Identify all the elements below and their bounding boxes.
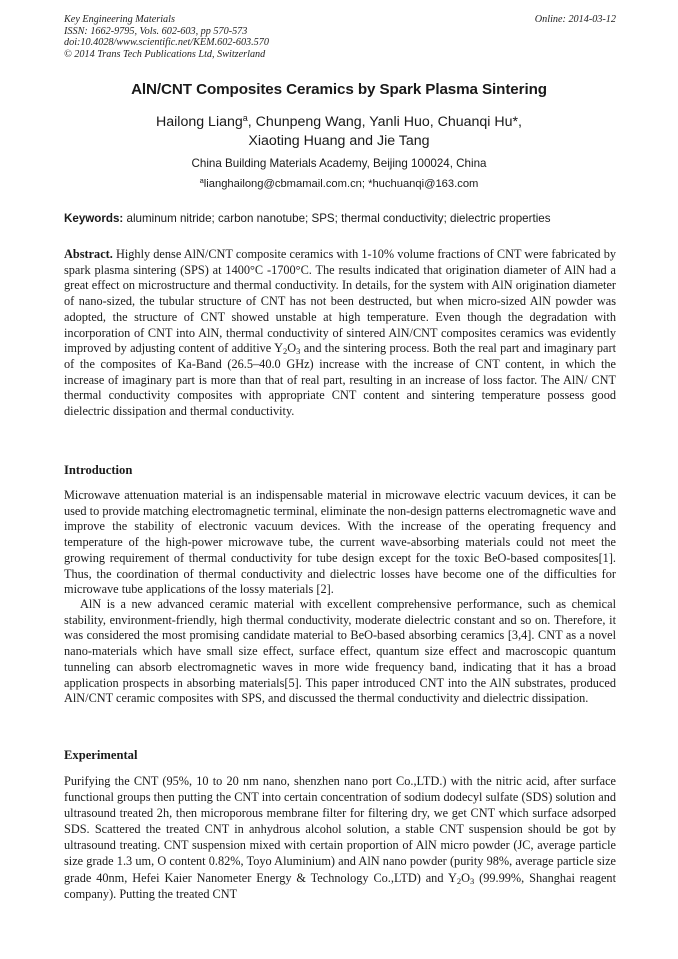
abstract-sub-2: 3 bbox=[296, 346, 301, 357]
email-affiliation-mark: a bbox=[199, 176, 204, 185]
issn-line: ISSN: 1662-9795, Vols. 602-603, pp 570-573 bbox=[64, 25, 248, 37]
experimental-paragraph bbox=[64, 773, 616, 902]
author-line-1 bbox=[0, 113, 678, 132]
abstract-label: Abstract. bbox=[64, 247, 113, 261]
author-list bbox=[0, 113, 678, 151]
abstract-oxygen: O bbox=[287, 341, 297, 356]
journal-name: Key Engineering Materials bbox=[64, 14, 175, 25]
introduction-paragraph-1: Microwave attenuation material is an indispensable material in microwave electric vacuum devices, it can be used to provide matching electromagnetic terminal, eliminate the non-design patterns electromagnetic wave and improve the stability of electronic vacuum devices. With the increase of the operating frequency and temperature of the high-power microwave tube, the current wave-absorbing materials could not meet the growing requirement of thermal conductivity for tube design except for the toxic BeO-based composites[1]. Thus, the coordination of thermal conductivity and dielectric losses have become one of the difficulties for microwave tube applications of the lossy materials [2]. bbox=[64, 488, 616, 597]
experimental-text-2: (99.99%, Shanghai reagent company). Putting the treated CNT bbox=[64, 870, 616, 901]
keywords-text: aluminum nitride; carbon nanotube; SPS; thermal conductivity; dielectric properties bbox=[123, 212, 551, 225]
abstract bbox=[64, 247, 616, 420]
abstract-sub-1: 2 bbox=[282, 346, 288, 357]
introduction-paragraph-2: AlN is a new advanced ceramic material with excellent comprehensive performance, such as chemical stability, environment-friendly, high thermal conductivity, moderate dielectric constant and so on. Therefore, it was considered the most promising candidate material to BeO-based absorbing ceramics [3,4]. CNT as a novel nano-materials which have small size effect, surface effect, quantum size effect and macroscopic quantum tunneling can absorb electromagnetic waves in more wide frequency band, indicating that it has a broad application prospects in absorbing materials[5]. This paper introduced CNT into the AlN substrates, produced AlN/CNT ceramic composites with SPS, and discussed the thermal conductivity and dielectric dissipation. bbox=[64, 597, 616, 706]
copyright-line: © 2014 Trans Tech Publications Ltd, Switzerland bbox=[64, 48, 266, 60]
affiliation: China Building Materials Academy, Beijing 100024, China bbox=[191, 157, 487, 170]
experimental-heading: Experimental bbox=[64, 748, 138, 762]
experimental-sub-2: 3 bbox=[469, 875, 475, 886]
journal-header bbox=[64, 14, 616, 60]
experimental-oxygen: O bbox=[461, 870, 470, 885]
keywords bbox=[64, 212, 616, 225]
experimental-text-1: Purifying the CNT (95%, 10 to 20 nm nano, shenzhen nano port Co.,LTD.) with the nitric acid, after surface functional groups then putting the CNT into certain concentration of sodium dodecyl sulfate (SDS) solution and ultrasound treated 2h, then microporous membrane filter for filtering dry, we get CNT which surface adsorped SDS. Scattered the treated CNT in anhydrous alcohol solution, a stable CNT suspension should be got by ultrasound treating. CNT suspension mixed with certain proportion of AlN micro powder (JC, average particle size grade 1.3 um, O content 0.82%, Toyo Aluminium) and AlN nano powder (purity 98%, average particle size grade 40nm, Hefei Kaier Nanometer Energy & Technology Co.,LTD) and Y bbox=[64, 774, 616, 885]
email-addresses: lianghailong@cbmamail.com.cn; *huchuanqi@163.com bbox=[203, 178, 479, 190]
coauthors-line-1: , Chunpeng Wang, Yanli Huo, Chuanqi Hu*, bbox=[247, 114, 522, 130]
author-affiliation-mark: a bbox=[242, 113, 248, 123]
doi-line: doi:10.4028/www.scientific.net/KEM.602-603.570 bbox=[64, 37, 269, 49]
online-date: Online: 2014-03-12 bbox=[534, 14, 616, 25]
paper-title: AlN/CNT Composites Ceramics by Spark Plasma Sintering bbox=[131, 81, 547, 98]
keywords-label: Keywords: bbox=[64, 212, 124, 225]
experimental-sub-1: 2 bbox=[456, 875, 462, 886]
first-author: Hailong Liang bbox=[156, 114, 243, 130]
abstract-text-1: Highly dense AlN/CNT composite ceramics with 1-10% volume fractions of CNT were fabricated by spark plasma sintering (SPS) at 1400°C -1700°C. The results indicated that origination diameter of AlN had a great effect on microstructure and thermal conductivity. In details, for the system with AlN origination diameter of nano-sized, the tubular structure of CNT has not been destructed, but when micro-sized AlN powder was adopted, the structure of CNT showed unstable at high temperature. Even though the degradation with incorporation of CNT into AlN, thermal conductivity of sintered AlN/CNT composites ceramics was evidently improved by adjusting content of additive Y bbox=[64, 247, 616, 356]
introduction-heading: Introduction bbox=[64, 463, 133, 477]
abstract-text-2: and the sintering process. Both the real part and imaginary part of the composites of Ka-Band (26.5–40.0 GHz) increase with the increase of CNT content, in which the increase of imaginary part is more than that of real part, resulting in an increase of loss factor. The AlN/ CNT thermal conductivity composites with appropriate CNT content and sintering temperature possess good dielectric dissipation and thermal conductivity. bbox=[64, 341, 616, 419]
author-emails bbox=[0, 178, 678, 190]
author-line-2: Xiaoting Huang and Jie Tang bbox=[248, 133, 430, 149]
